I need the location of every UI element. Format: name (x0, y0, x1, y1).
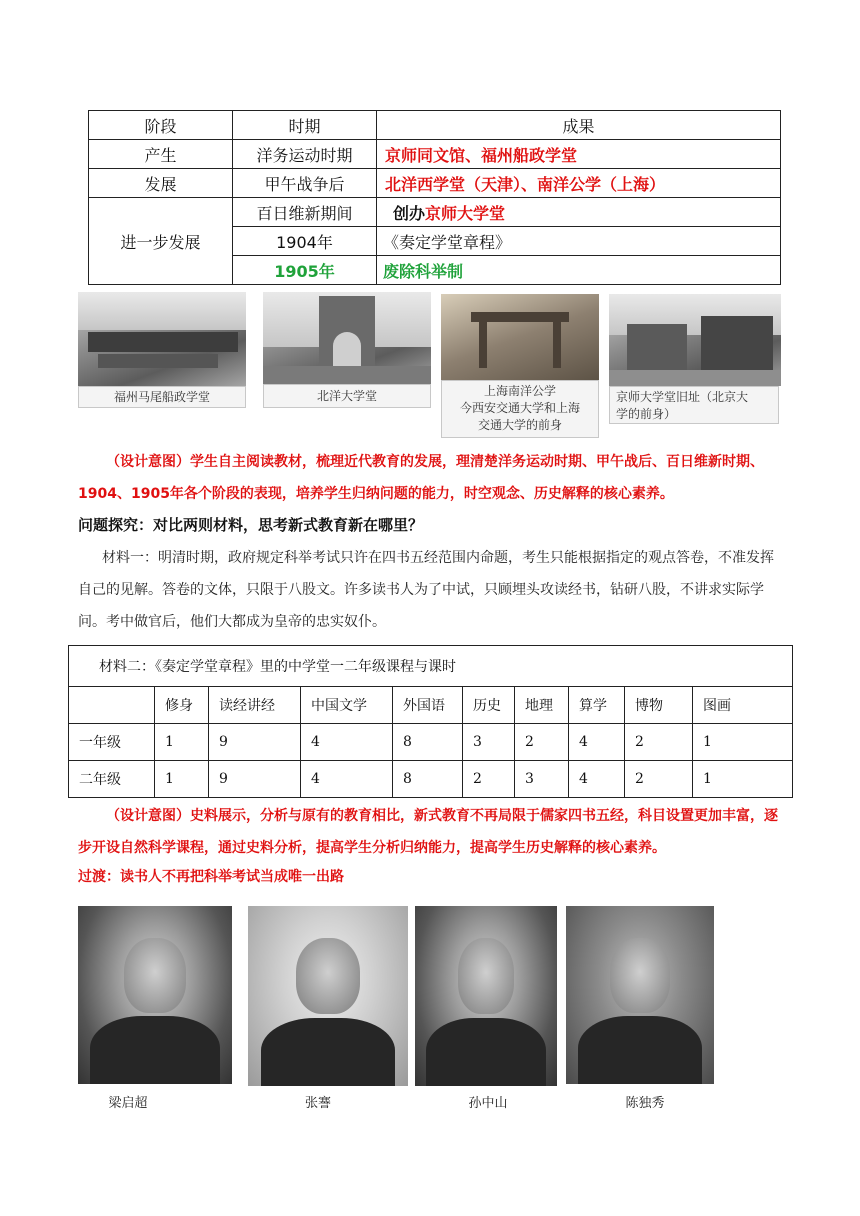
photo-building (701, 316, 773, 370)
corner-cell (69, 687, 155, 724)
subject-cell: 外国语 (393, 687, 463, 724)
hours-cell: 2 (463, 761, 515, 798)
portrait-face (610, 938, 669, 1013)
portrait-body (90, 1016, 219, 1084)
hours-cell: 4 (301, 761, 393, 798)
photo-ground (263, 366, 431, 384)
photo-building (98, 354, 218, 368)
gate-post (479, 322, 487, 368)
portrait-chen-duxiu (566, 906, 714, 1084)
stage-cell: 发展 (89, 169, 233, 198)
table-row (89, 140, 781, 169)
caption-line: 学的前身） (616, 407, 677, 421)
gate-roof (471, 312, 569, 322)
hours-cell: 2 (515, 724, 569, 761)
subject-cell: 图画 (693, 687, 793, 724)
subject-cell: 算学 (569, 687, 625, 724)
header-result: 成果 (377, 111, 781, 140)
result-cell: 京师同文馆、福州船政学堂 (377, 140, 781, 169)
result-cell (377, 198, 781, 227)
photo-caption: 福州马尾船政学堂 (78, 386, 246, 408)
table-title-row (69, 646, 793, 687)
hours-cell: 8 (393, 724, 463, 761)
peking-university-site-photo (609, 294, 781, 386)
result-cell: 《奏定学堂章程》 (377, 227, 781, 256)
education-stages-table (88, 110, 781, 285)
caption-line: 交通大学的前身 (477, 418, 562, 432)
photo-caption (441, 380, 599, 438)
portrait-caption: 孙中山 (468, 1096, 508, 1111)
period-cell: 洋务运动时期 (233, 140, 377, 169)
portrait-face (296, 938, 360, 1014)
hours-cell: 9 (209, 724, 301, 761)
mawei-school-photo (78, 292, 246, 386)
hours-cell: 4 (301, 724, 393, 761)
caption-line: 京师大学堂旧址（北京大 (616, 390, 749, 404)
portrait-face (458, 938, 515, 1014)
portrait-liang-qichao (78, 906, 232, 1084)
subject-cell: 历史 (463, 687, 515, 724)
grade-cell: 一年级 (69, 724, 155, 761)
caption-line: 上海南洋公学 (483, 384, 556, 398)
hours-cell: 9 (209, 761, 301, 798)
hours-cell: 1 (155, 724, 209, 761)
gate-arch (333, 332, 361, 366)
photo-building (88, 332, 238, 352)
period-cell: 百日维新期间 (233, 198, 377, 227)
portrait-zhang-jian (248, 906, 408, 1086)
portrait-sun-yat-sen (415, 906, 557, 1086)
portrait-body (261, 1018, 395, 1086)
photo-sky (78, 292, 246, 330)
header-period: 时期 (233, 111, 377, 140)
gate-post (553, 322, 561, 368)
hours-cell: 4 (569, 724, 625, 761)
photo-ground (609, 370, 781, 386)
period-cell: 1905年 (233, 256, 377, 285)
photo-building (627, 324, 687, 370)
hours-cell: 1 (155, 761, 209, 798)
subject-cell: 中国文学 (301, 687, 393, 724)
result-prefix: 创办 (393, 203, 426, 223)
photo-caption: 北洋大学堂 (263, 384, 431, 408)
beiyang-university-photo (263, 292, 431, 384)
table-header-row (89, 111, 781, 140)
grade-cell: 二年级 (69, 761, 155, 798)
hours-cell: 8 (393, 761, 463, 798)
curriculum-table (68, 645, 793, 798)
design-intent-paragraph: （设计意图）学生自主阅读教材，梳理近代教育的发展，理清楚洋务运动时期、甲午战后、百日维新时期、1904、1905年各个阶段的表现，培养学生归纳问题的能力，时空观念、历史解释的核心素养。 (78, 454, 764, 502)
portrait-face (124, 938, 186, 1013)
subject-cell: 地理 (515, 687, 569, 724)
period-cell: 甲午战争后 (233, 169, 377, 198)
result-cell: 废除科举制 (377, 256, 781, 285)
subject-header-row (69, 687, 793, 724)
table-row (89, 198, 781, 227)
caption-line: 今西安交通大学和上海 (459, 401, 580, 415)
hours-cell: 2 (625, 761, 693, 798)
result-cell: 北洋西学堂（天津）、南洋公学（上海） (377, 169, 781, 198)
hours-cell: 1 (693, 724, 793, 761)
result-highlight: 京师大学堂 (425, 203, 506, 223)
portrait-caption: 张謇 (304, 1096, 331, 1111)
material-one-paragraph: 材料一：明清时期，政府规定科举考试只许在四书五经范围内命题，考生只能根据指定的观点答卷，不准发挥自己的见解。答卷的文体，只限于八股文。许多读书人为了中试，只顾埋头攻读经书，钻研八股，不讲求实际学问。考中做官后，他们大都成为皇帝的忠实奴仆。 (78, 550, 774, 630)
portrait-caption: 陈独秀 (625, 1096, 665, 1111)
portrait-caption: 梁启超 (108, 1096, 148, 1111)
hours-cell: 4 (569, 761, 625, 798)
photo-caption (609, 386, 779, 424)
subject-cell: 博物 (625, 687, 693, 724)
transition-line: 过渡：读书人不再把科举考试当成唯一出路 (78, 869, 344, 885)
design-intent-paragraph: （设计意图）史料展示，分析与原有的教育相比，新式教育不再局限于儒家四书五经，科目设置更加丰富，逐步开设自然科学课程，通过史料分析，提高学生分析归纳能力，提高学生历史解释的核心素养。 (78, 808, 778, 856)
nanyang-school-photo (441, 294, 599, 380)
hours-cell: 2 (625, 724, 693, 761)
subject-cell: 修身 (155, 687, 209, 724)
hours-cell: 3 (463, 724, 515, 761)
period-cell: 1904年 (233, 227, 377, 256)
stage-cell: 产生 (89, 140, 233, 169)
table-row (89, 169, 781, 198)
question-heading: 问题探究：对比两则材料，思考新式教育新在哪里？ (78, 516, 424, 534)
hours-cell: 1 (693, 761, 793, 798)
table-title: 材料二：《奏定学堂章程》里的中学堂一二年级课程与课时 (69, 646, 793, 687)
hours-cell: 3 (515, 761, 569, 798)
subject-cell: 读经讲经 (209, 687, 301, 724)
portrait-body (578, 1016, 702, 1084)
portrait-body (426, 1018, 545, 1086)
stage-cell: 进一步发展 (89, 198, 233, 285)
header-stage: 阶段 (89, 111, 233, 140)
table-row (69, 761, 793, 798)
table-row (69, 724, 793, 761)
